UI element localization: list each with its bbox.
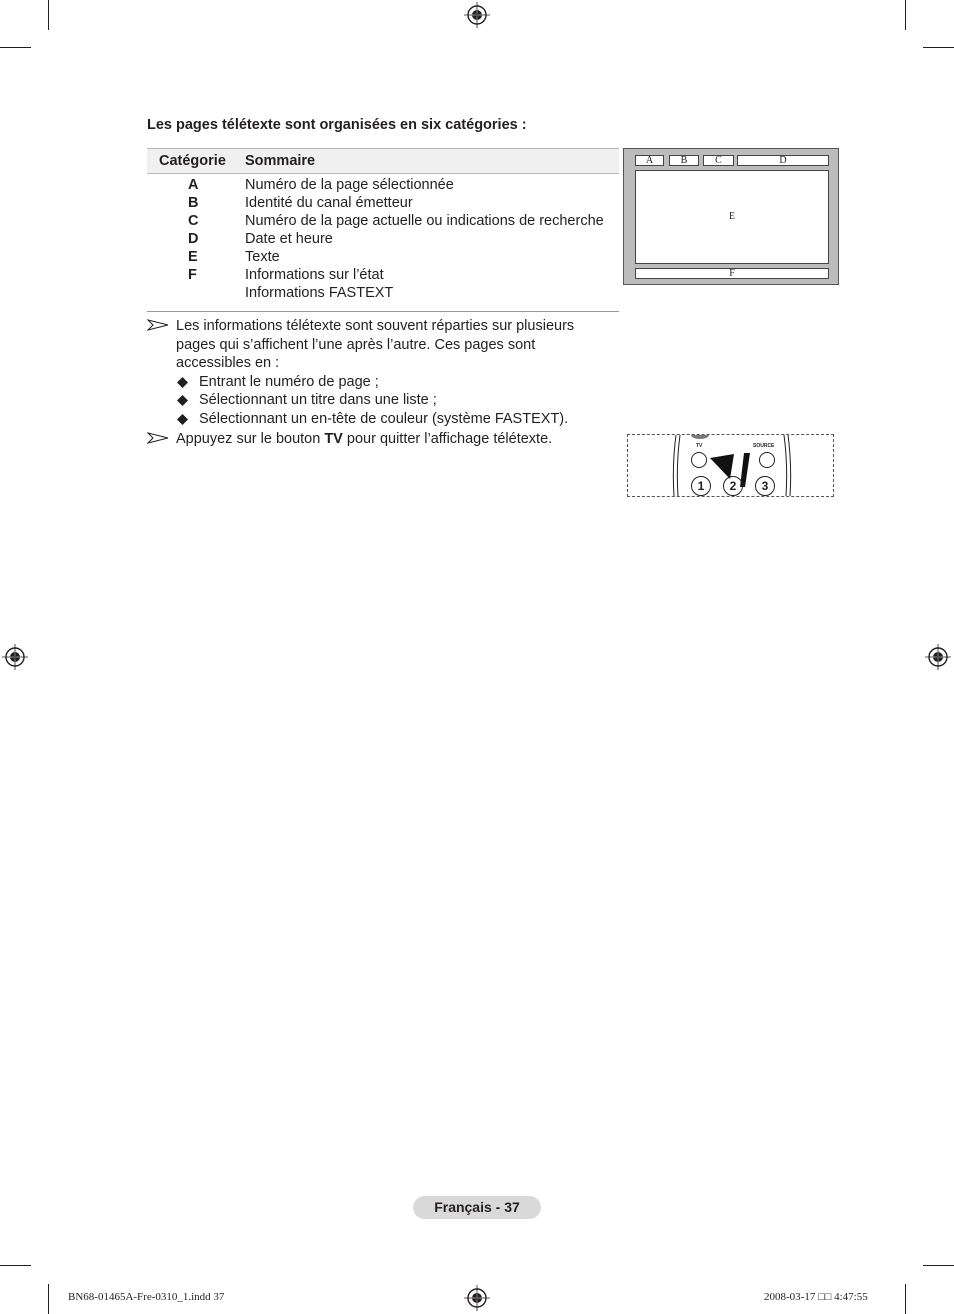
- note-line: pages qui s’affichent l’une après l’autre. Ces pages sont: [176, 336, 536, 353]
- note-line: accessibles en :: [176, 355, 280, 371]
- tv-button[interactable]: [691, 452, 707, 468]
- section-intro: Les pages télétexte sont organisées en six catégories :: [147, 117, 527, 133]
- number-key-2[interactable]: 2: [723, 476, 743, 496]
- table-header: [147, 148, 619, 174]
- teletext-screen-diagram: [623, 148, 839, 285]
- category-description: Numéro de la page actuelle ou indications de recherche: [245, 213, 604, 229]
- bullet-item: Entrant le numéro de page ;: [199, 374, 379, 390]
- diamond-bullet-icon: [177, 395, 188, 406]
- crop-mark: [905, 1284, 906, 1314]
- page-number-badge: Français - 37: [413, 1196, 541, 1219]
- area-b-label: B: [669, 155, 699, 166]
- category-letter: F: [188, 267, 197, 283]
- source-button-caption: SOURCE: [753, 443, 775, 449]
- category-description: Date et heure: [245, 231, 333, 247]
- table-row: [147, 267, 619, 285]
- print-timestamp: 2008-03-17 □□ 4:47:55: [764, 1291, 868, 1303]
- crop-mark: [905, 0, 906, 30]
- category-description: Informations sur l’état: [245, 267, 384, 283]
- crop-mark: [0, 47, 31, 48]
- crop-mark: [48, 0, 49, 30]
- category-letter: C: [188, 213, 199, 229]
- registration-mark-icon: [2, 644, 28, 670]
- tv-button-caption: TV: [696, 443, 703, 449]
- note-exit-teletext: Appuyez sur le bouton TV pour quitter l’affichage télétexte.: [176, 431, 553, 447]
- area-c-label: C: [703, 155, 734, 166]
- remote-control-illustration: [627, 434, 834, 497]
- tv-button-label: TV: [324, 431, 343, 447]
- category-description: Numéro de la page sélectionnée: [245, 177, 454, 193]
- category-description: Texte: [245, 249, 280, 265]
- category-table: [147, 148, 619, 312]
- table-row: [147, 249, 619, 267]
- table-row: [147, 213, 619, 231]
- crop-mark: [0, 1265, 31, 1266]
- area-d-label: D: [737, 155, 829, 166]
- number-key-1[interactable]: 1: [691, 476, 711, 496]
- category-description: Informations FASTEXT: [245, 285, 394, 301]
- diamond-bullet-icon: [177, 414, 188, 425]
- area-e-label: E: [635, 170, 829, 264]
- column-header-category: Catégorie: [159, 153, 226, 169]
- table-row: [147, 195, 619, 213]
- note-line: Les informations télétexte sont souvent réparties sur plusieurs: [176, 318, 575, 334]
- registration-mark-icon: [464, 2, 490, 28]
- category-letter: E: [188, 249, 198, 265]
- area-a-label: A: [635, 155, 664, 166]
- number-key-3[interactable]: 3: [755, 476, 775, 496]
- note-paragraph: [176, 317, 574, 373]
- category-description: Identité du canal émetteur: [245, 195, 413, 211]
- note-arrow-icon: [147, 432, 169, 444]
- column-header-summary: Sommaire: [245, 153, 316, 169]
- category-letter: D: [188, 231, 199, 247]
- registration-mark-icon: [464, 1285, 490, 1311]
- diamond-bullet-icon: [177, 377, 188, 388]
- crop-mark: [48, 1284, 49, 1314]
- source-button[interactable]: [759, 452, 775, 468]
- table-row: [147, 177, 619, 195]
- bullet-item: Sélectionnant un titre dans une liste ;: [199, 392, 437, 408]
- category-letter: B: [188, 195, 199, 211]
- note-arrow-icon: [147, 319, 169, 331]
- table-body: [147, 174, 619, 312]
- table-row: [147, 231, 619, 249]
- category-letter: A: [188, 177, 199, 193]
- crop-mark: [923, 47, 954, 48]
- table-row: [147, 285, 619, 303]
- bullet-item: Sélectionnant un en-tête de couleur (système FASTEXT).: [199, 411, 569, 427]
- crop-mark: [923, 1265, 954, 1266]
- registration-mark-icon: [925, 644, 951, 670]
- area-f-label: F: [635, 268, 829, 279]
- file-slug: BN68-01465A-Fre-0310_1.indd 37: [68, 1291, 225, 1303]
